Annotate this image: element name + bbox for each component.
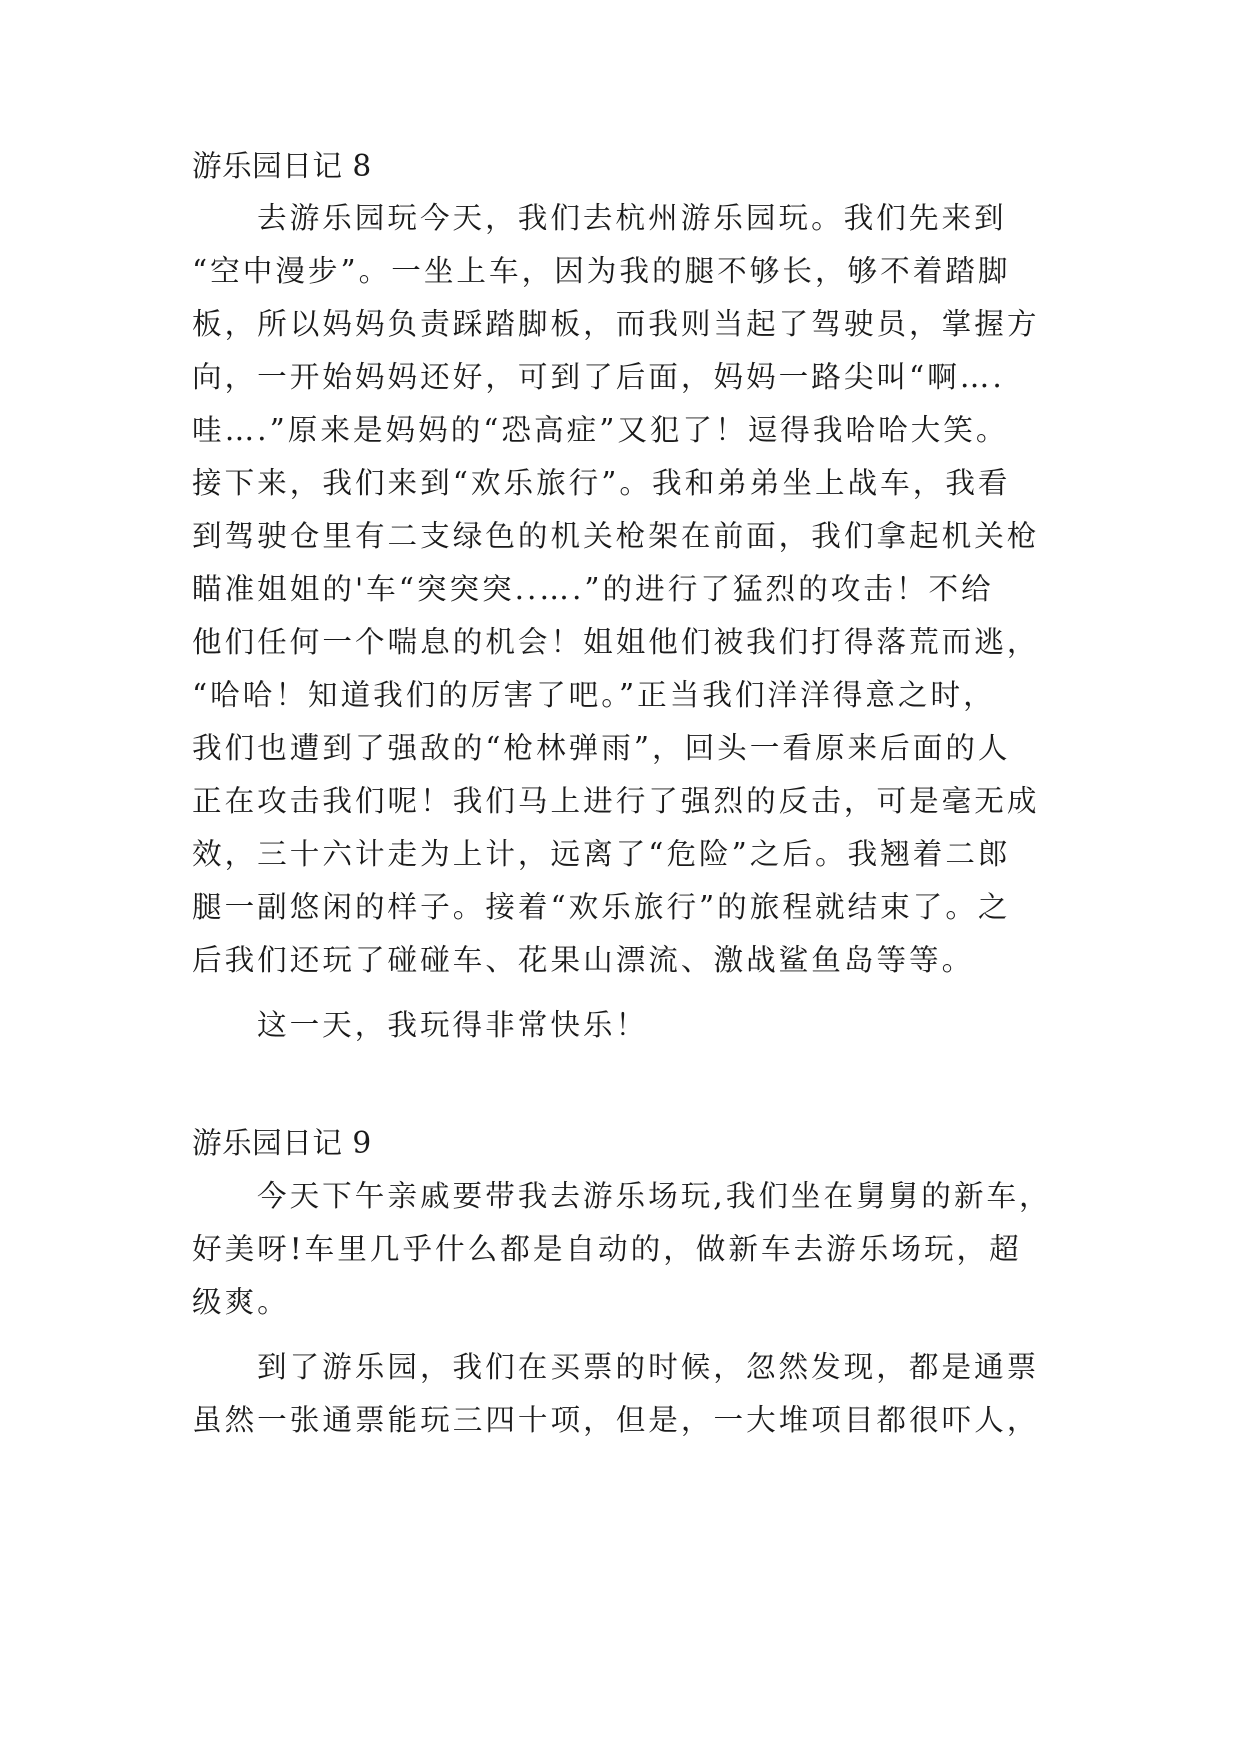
diary-8-line: 效，三十六计走为上计，远离了“危险”之后。我翘着二郎	[192, 837, 1011, 871]
diary-8-line: 板，所以妈妈负责踩踏脚板，而我则当起了驾驶员，掌握方	[192, 307, 1040, 341]
diary-8-line: 腿一副悠闲的样子。接着“欢乐旅行”的旅程就结束了。之	[192, 890, 1011, 924]
diary-8-line: 我们也遭到了强敌的“枪林弹雨”，回头一看原来后面的人	[192, 731, 1011, 765]
diary-8-line: “哈哈！知道我们的厉害了吧。”正当我们洋洋得意之时，	[192, 678, 996, 712]
diary-8-line: “空中漫步”。一坐上车，因为我的腿不够长，够不着踏脚	[192, 254, 1011, 288]
diary-8-line: 他们任何一个喘息的机会！姐姐他们被我们打得落荒而逃，	[192, 625, 1040, 659]
diary-8-line: 瞄准姐姐的'车“突突突..….”的进行了猛烈的攻击！不给	[192, 572, 994, 606]
diary-9-line: 好美呀!车里几乎什么都是自动的，做新车去游乐场玩，超	[192, 1232, 1022, 1266]
diary-8-line: 向，一开始妈妈还好，可到了后面，妈妈一路尖叫“啊….	[192, 360, 1005, 394]
diary-8-closing: 这一天，我玩得非常快乐！	[257, 1008, 649, 1042]
diary-8-line: 接下来，我们来到“欢乐旅行”。我和弟弟坐上战车，我看	[192, 466, 1011, 500]
diary-8-line: 哇….”原来是妈妈的“恐高症”又犯了！逗得我哈哈大笑。	[192, 413, 1009, 447]
diary-9-line: 到了游乐园，我们在买票的时候，忽然发现，都是通票	[257, 1350, 1040, 1384]
diary-8-line: 正在攻击我们呢！我们马上进行了强烈的反击，可是毫无成	[192, 784, 1040, 818]
diary-9-line: 级爽。	[192, 1285, 290, 1319]
diary-9-line: 今天下午亲戚要带我去游乐场玩,我们坐在舅舅的新车，	[257, 1179, 1052, 1213]
diary-8-line: 到驾驶仓里有二支绿色的机关枪架在前面，我们拿起机关枪	[192, 519, 1040, 553]
diary-8-line: 去游乐园玩今天，我们去杭州游乐园玩。我们先来到	[257, 201, 1007, 235]
diary-9-line: 虽然一张通票能玩三四十项，但是，一大堆项目都很吓人，	[192, 1403, 1040, 1437]
diary-9-title: 游乐园日记 9	[192, 1126, 372, 1160]
diary-8-title: 游乐园日记 8	[192, 149, 372, 183]
diary-8-line: 后我们还玩了碰碰车、花果山漂流、激战鲨鱼岛等等。	[192, 943, 975, 977]
